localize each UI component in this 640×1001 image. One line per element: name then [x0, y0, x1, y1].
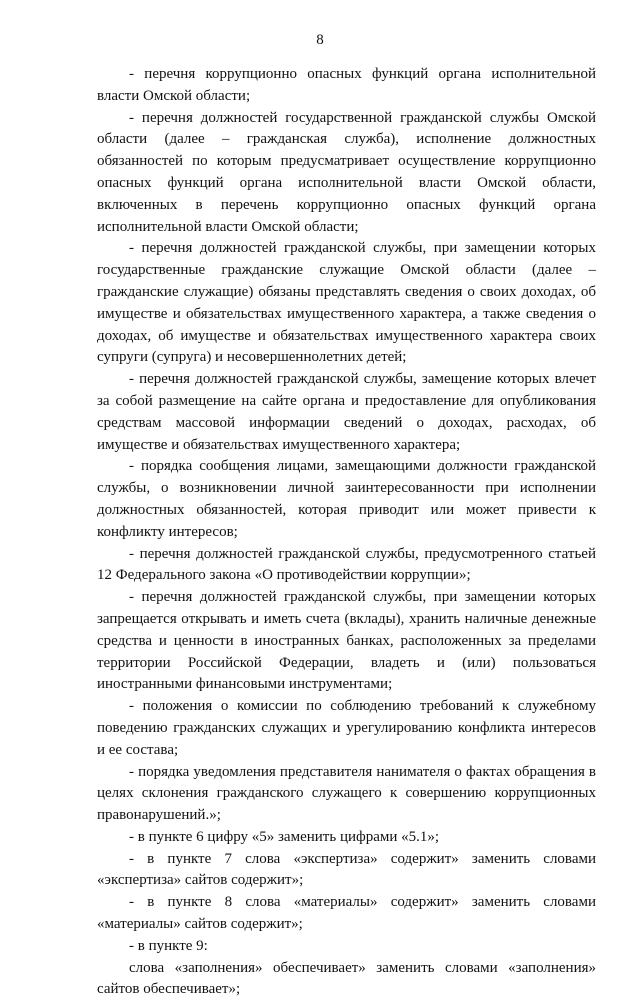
paragraph-item-7-amendment: - в пункте 7 слова «экспертиза» содержит» заменить словами «экспертиза» сайтов содержит»;	[97, 850, 596, 889]
paragraph-item-9-amendment: слова «заполнения» обеспечивает» заменить словами «заполнения» сайтов обеспечивает»;	[97, 959, 596, 998]
paragraph-ethics-commission: - положения о комиссии по соблюдению требований к служебному поведению гражданских служащих и урегулированию конфликта интересов и ее состава;	[97, 698, 596, 758]
page-number: 8	[316, 32, 324, 48]
paragraph-item-6-amendment: - в пункте 6 цифру «5» заменить цифрами «5.1»;	[129, 828, 440, 845]
paragraph-employer-notification: - порядка уведомления представителя нанимателя о фактах обращения в целях склонения гражданского служащего к совершению коррупционных правонарушений.»;	[97, 763, 596, 824]
paragraph-civil-service-positions-list: - перечня должностей государственной гражданской службы Омской области (далее – гражданская служба), исполнение должностных обязанностей по которым предусматривает осуществление коррупционно опасных функций органа исполнительной власти Омской области, включенных в перечень коррупционно опасных функций органа исполнительной власти Омской области;	[97, 109, 596, 235]
paragraph-foreign-accounts-ban: - перечня должностей гражданской службы, при замещении которых запрещается открывать и иметь счета (вклады), хранить наличные денежные средства и ценности в иностранных банках, расположенных за пределами территории Российской Федерации, владеть и (или) пользоваться иностранными финансовыми инструментами;	[97, 589, 596, 693]
paragraph-corruption-functions-list: - перечня коррупционно опасных функций органа исполнительной власти Омской области;	[97, 66, 596, 104]
paragraph-item-9-heading: - в пункте 9:	[129, 937, 208, 954]
document-body	[97, 64, 596, 1001]
paragraph-article-12-positions: - перечня должностей гражданской службы, предусмотренного статьей 12 Федерального закона «О противодействии коррупции»;	[97, 545, 596, 584]
paragraph-income-declaration-positions: - перечня должностей гражданской службы, при замещении которых государственные гражданские служащие Омской области (далее – гражданские служащие) обязаны представлять сведения о своих доходах, об имуществе и обязательствах имущественного характера, а также сведения о доходах, об имуществе и обязательствах имущественного характера своих супруги (супруга) и несовершеннолетних детей;	[97, 240, 596, 366]
paragraph-conflict-of-interest-reporting: - порядка сообщения лицами, замещающими должности гражданской службы, о возникновении личной заинтересованности при исполнении должностных обязанностей, которая приводит или может привести к конфликту интересов;	[97, 458, 596, 540]
paragraph-item-8-amendment: - в пункте 8 слова «материалы» содержит» заменить словами «материалы» сайтов содержит»;	[97, 894, 596, 933]
paragraph-income-publication-positions: - перечня должностей гражданской службы, замещение которых влечет за собой размещение на сайте органа и предоставление для опубликования средствам массовой информации сведений о доходах, расходах, об имуществе и обязательствах имущественного характера;	[97, 371, 596, 453]
